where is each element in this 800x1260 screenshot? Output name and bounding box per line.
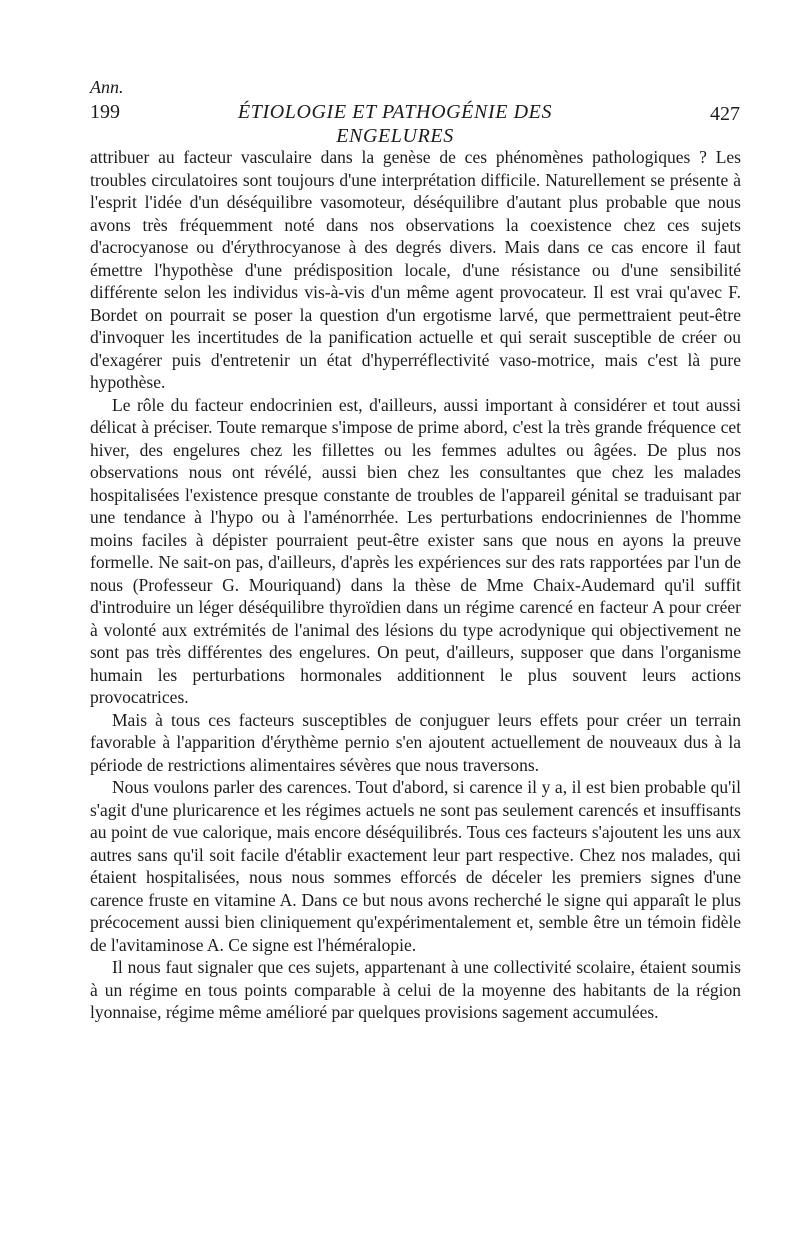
- page-number: 427: [710, 103, 740, 125]
- running-title: ÉTIOLOGIE ET PATHOGÉNIE DES ENGELURES: [237, 101, 553, 147]
- journal-abbreviation: Ann.: [90, 77, 124, 97]
- paragraph: Il nous faut signaler que ces sujets, appartenant à une collectivité scolaire, étaient soumis à un régime en tous points comparable à celui de la moyenne des habitants de la région lyonnaise, régime même amélioré par quelques provisions sagement accumulées.: [90, 957, 741, 1022]
- article-body: [90, 146, 741, 1024]
- paragraph: Nous voulons parler des carences. Tout d'abord, si carence il y a, il est bien probable qu'il s'agit d'une pluricarence et les régimes actuels ne sont pas seulement carencés et insuffisants au point de vue calorique, mais encore déséquilibrés. Tous ces facteurs s'ajoutent les uns aux autres sans qu'il soit facile d'établir exactement leur part respective. Chez nos malades, qui étaient hospitalisées, nous nous sommes efforcés de déceler les premiers signes d'une carence fruste en vitamine A. Dans ce but nous avons recherché le signe qui apparaît le plus précocement aussi bien cliniquement qu'expérimentalement et, semble être un témoin fidèle de l'avitaminose A. Ce signe est l'héméralopie.: [90, 777, 741, 955]
- paragraph: attribuer au facteur vasculaire dans la genèse de ces phénomènes pathologiques ? Les troubles circulatoires sont toujours d'une interprétation difficile. Naturellement se présente à l'esprit l'idée d'un déséquilibre vasomoteur, déséquilibre d'autant plus probable que nous avons très fréquemment noté dans nos observations la coexistence chez ces sujets d'acrocyanose ou d'érythrocyanose à des degrés divers. Mais dans ce cas encore il faut émettre l'hypothèse d'une prédisposition locale, d'une résistance ou d'une sensibilité différente selon les individus vis-à-vis d'un même agent provocateur. Il est vrai qu'avec F. Bordet on pourrait se poser la question d'un ergotisme larvé, que permettraient peut-être d'invoquer les incertitudes de la panification actuelle et qui serait susceptible de créer ou d'exagérer puis d'entretenir un état d'hyperréflectivité vaso-motrice, mais c'est là pure hypothèse.: [90, 147, 741, 392]
- paragraph: Mais à tous ces facteurs susceptibles de conjuguer leurs effets pour créer un terrain favorable à l'apparition d'érythème pernio s'en ajoutent actuellement de nouveaux dus à la période de restrictions alimentaires sévères que nous traversons.: [90, 709, 741, 775]
- volume-page-number: 199: [90, 101, 120, 123]
- paragraph: Le rôle du facteur endocrinien est, d'ailleurs, aussi important à considérer et tout aussi délicat à préciser. Toute remarque s'impose de prime abord, c'est la très grande fréquence cet hiver, des engelures chez les fillettes ou les femmes adultes ou âgées. De plus nos observations nous ont révélé, aussi bien chez les consultantes que chez les malades hospitalisées l'existence presque constante de troubles de l'appareil génital se traduisant par une tendance à l'hypo ou à l'aménorrhée. Les perturbations endocriniennes de l'homme moins faciles à dépister pourraient peut-être exister sans que nous en ayons la preuve formelle. Ne sait-on pas, d'ailleurs, d'après les expériences sur des rats rapportées par l'un de nous (Professeur G. Mouriquand) dans la thèse de Mme Chaix-Audemard qu'il suffit d'introduire un léger déséquilibre thyroïdien dans un régime carencé en facteur A pour créer à volonté aux extrémités de l'animal des lésions du type acrodynique qui objectivement ne sont pas très différentes des engelures. On peut, d'ailleurs, supposer que dans l'organisme humain les perturbations hormonales additionnent le plus souvent leurs actions provocatrices.: [90, 394, 741, 707]
